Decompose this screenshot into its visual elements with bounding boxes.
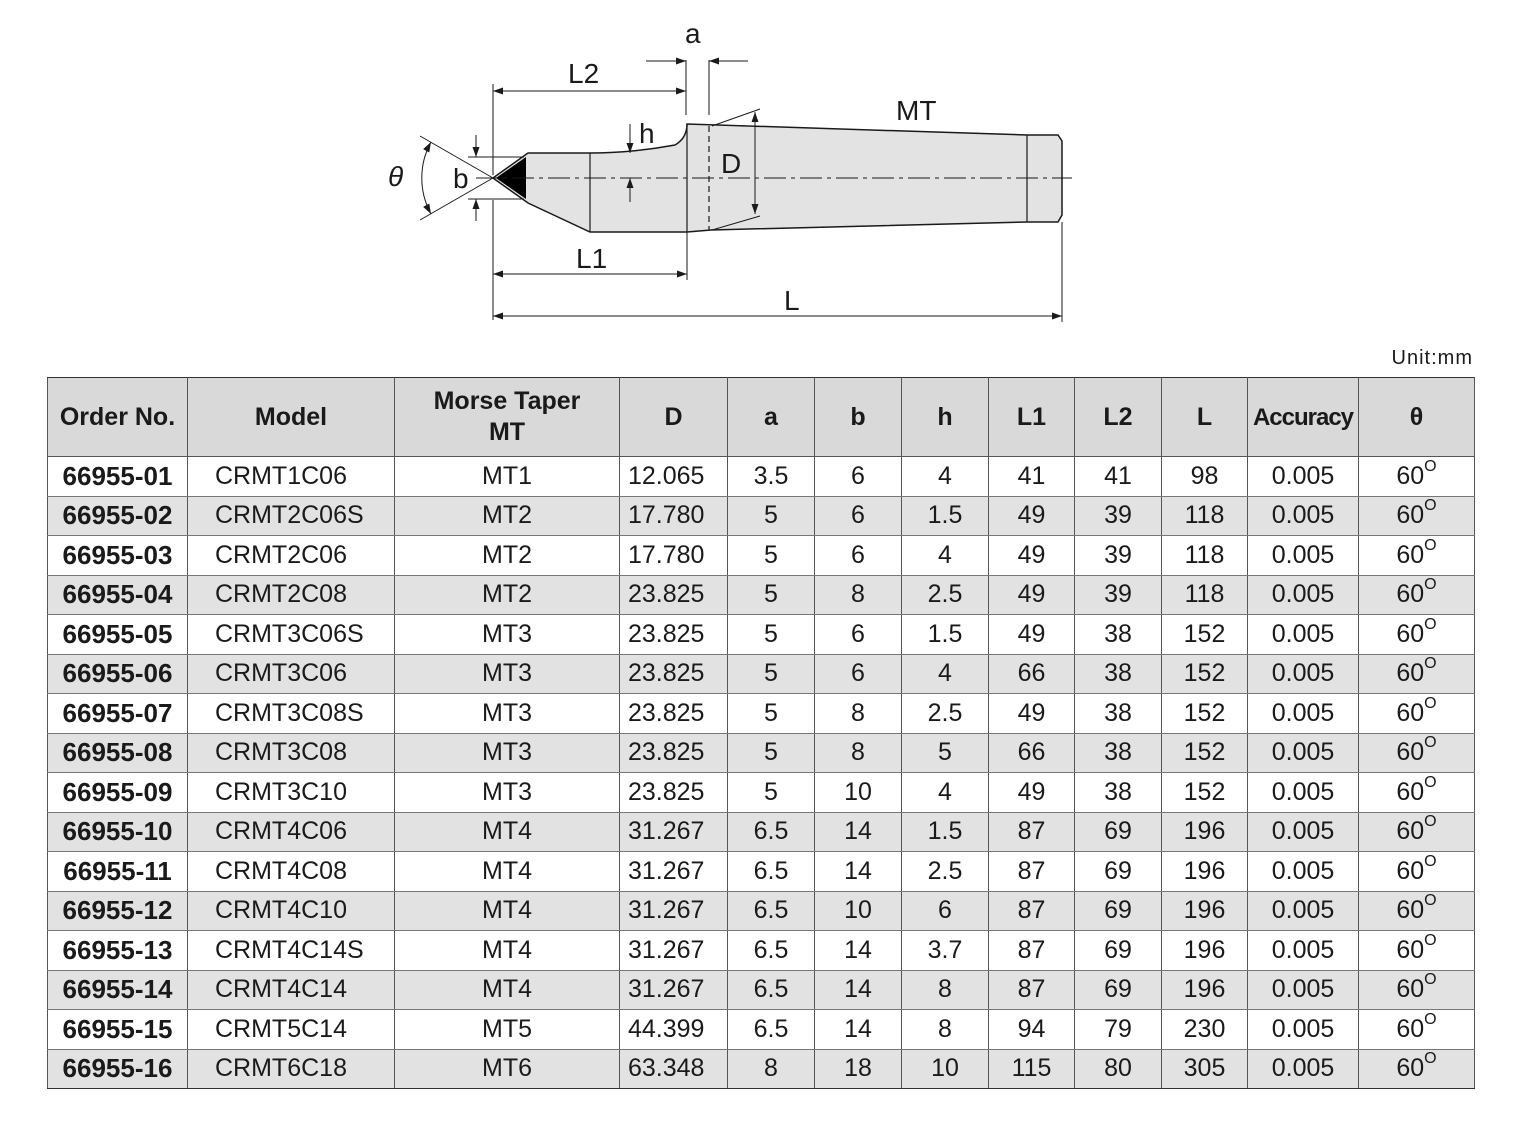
table-cell: 4: [902, 457, 989, 497]
table-cell: 118: [1162, 536, 1248, 576]
table-cell: CRMT3C10: [188, 773, 395, 813]
header-D: D: [620, 378, 728, 457]
table-cell: 23.825: [620, 615, 728, 655]
table-row: [48, 496, 1475, 536]
table-cell: 39: [1075, 536, 1162, 576]
table-cell: 196: [1162, 891, 1248, 931]
table-cell: CRMT6C18: [188, 1049, 395, 1089]
table-cell: 5: [728, 575, 815, 615]
label-D: D: [721, 148, 742, 179]
table-cell: 66955-15: [48, 1010, 188, 1050]
table-cell: 31.267: [620, 931, 728, 971]
table-cell: MT4: [395, 891, 620, 931]
table-row: [48, 891, 1475, 931]
table-cell: 0.005: [1248, 931, 1359, 971]
degree-symbol: O: [1424, 734, 1437, 752]
label-L1: L1: [576, 243, 608, 274]
table-cell: 49: [989, 615, 1075, 655]
table-cell: 31.267: [620, 812, 728, 852]
table-cell: 4: [902, 773, 989, 813]
header-L: L: [1162, 378, 1248, 457]
table-cell: CRMT4C14: [188, 970, 395, 1010]
table-cell: CRMT3C08S: [188, 694, 395, 734]
table-cell: MT4: [395, 970, 620, 1010]
header-h: h: [902, 378, 989, 457]
table-cell: 5: [728, 496, 815, 536]
table-cell: 14: [815, 852, 902, 892]
table-cell: $60^O$: [1359, 457, 1475, 497]
table-cell: 69: [1075, 931, 1162, 971]
table-cell: CRMT1C06: [188, 457, 395, 497]
table-cell: 66955-08: [48, 733, 188, 773]
label-MT: MT: [896, 95, 937, 126]
table-cell: MT2: [395, 496, 620, 536]
table-cell: 196: [1162, 812, 1248, 852]
technical-drawing: [0, 0, 1527, 345]
degree-symbol: O: [1424, 655, 1437, 673]
table-cell: 66955-12: [48, 891, 188, 931]
header-theta: θ: [1359, 378, 1475, 457]
table-cell: CRMT2C06: [188, 536, 395, 576]
table-cell: MT5: [395, 1010, 620, 1050]
table-cell: 5: [728, 654, 815, 694]
table-row: [48, 536, 1475, 576]
table-cell: 0.005: [1248, 536, 1359, 576]
table-row: [48, 575, 1475, 615]
table-cell: 69: [1075, 970, 1162, 1010]
table-cell: 6: [815, 496, 902, 536]
table-cell: CRMT3C06: [188, 654, 395, 694]
table-cell: 79: [1075, 1010, 1162, 1050]
table-cell: 6: [815, 457, 902, 497]
table-cell: 0.005: [1248, 852, 1359, 892]
table-cell: 44.399: [620, 1010, 728, 1050]
table-cell: 5: [728, 694, 815, 734]
table-cell: 14: [815, 1010, 902, 1050]
table-cell: 66955-07: [48, 694, 188, 734]
table-cell: 152: [1162, 773, 1248, 813]
table-cell: 38: [1075, 615, 1162, 655]
table-cell: MT3: [395, 733, 620, 773]
table-cell: 196: [1162, 931, 1248, 971]
header-model: Model: [188, 378, 395, 457]
table-cell: CRMT4C08: [188, 852, 395, 892]
table-cell: 0.005: [1248, 891, 1359, 931]
table-cell: 66955-13: [48, 931, 188, 971]
table-cell: $60^O$: [1359, 1049, 1475, 1089]
table-cell: 17.780: [620, 536, 728, 576]
table-cell: $60^O$: [1359, 536, 1475, 576]
table-cell: 0.005: [1248, 970, 1359, 1010]
table-cell: 38: [1075, 654, 1162, 694]
header-L2: L2: [1075, 378, 1162, 457]
table-cell: 49: [989, 773, 1075, 813]
label-L: L: [784, 285, 800, 316]
table-cell: 66955-04: [48, 575, 188, 615]
table-cell: 98: [1162, 457, 1248, 497]
table-cell: CRMT3C06S: [188, 615, 395, 655]
table-cell: $60^O$: [1359, 970, 1475, 1010]
table-cell: 0.005: [1248, 773, 1359, 813]
table-cell: 23.825: [620, 773, 728, 813]
header-order-no: Order No.: [48, 378, 188, 457]
table-cell: 49: [989, 496, 1075, 536]
table-cell: 6.5: [728, 970, 815, 1010]
table-cell: 66955-05: [48, 615, 188, 655]
table-cell: 39: [1075, 575, 1162, 615]
table-cell: 69: [1075, 852, 1162, 892]
label-theta: θ: [388, 161, 404, 192]
table-cell: 69: [1075, 812, 1162, 852]
table-cell: 2.5: [902, 694, 989, 734]
header-a: a: [728, 378, 815, 457]
table-cell: 4: [902, 654, 989, 694]
table-cell: MT3: [395, 694, 620, 734]
degree-symbol: O: [1424, 1010, 1437, 1028]
table-cell: 31.267: [620, 891, 728, 931]
table-cell: 196: [1162, 852, 1248, 892]
table-cell: 14: [815, 812, 902, 852]
table-cell: 87: [989, 931, 1075, 971]
table-cell: MT4: [395, 931, 620, 971]
table-cell: $60^O$: [1359, 852, 1475, 892]
table-row: [48, 1010, 1475, 1050]
table-row: [48, 970, 1475, 1010]
label-L2: L2: [568, 58, 600, 89]
table-cell: 5: [728, 615, 815, 655]
degree-symbol: O: [1424, 852, 1437, 870]
table-cell: 1.5: [902, 615, 989, 655]
table-cell: 38: [1075, 694, 1162, 734]
table-cell: 8: [815, 733, 902, 773]
table-cell: 0.005: [1248, 615, 1359, 655]
table-cell: 10: [815, 773, 902, 813]
table-cell: $60^O$: [1359, 654, 1475, 694]
table-row: [48, 852, 1475, 892]
degree-symbol: O: [1424, 773, 1437, 791]
table-cell: 8: [815, 694, 902, 734]
table-cell: 2.5: [902, 575, 989, 615]
header-b: b: [815, 378, 902, 457]
table-row: [48, 694, 1475, 734]
table-cell: 0.005: [1248, 733, 1359, 773]
table-row: [48, 457, 1475, 497]
table-cell: $60^O$: [1359, 931, 1475, 971]
label-a: a: [685, 18, 701, 49]
table-cell: MT6: [395, 1049, 620, 1089]
table-cell: 87: [989, 852, 1075, 892]
table-cell: 4: [902, 536, 989, 576]
degree-symbol: O: [1424, 971, 1437, 989]
table-cell: $60^O$: [1359, 615, 1475, 655]
table-cell: 152: [1162, 694, 1248, 734]
table-cell: MT2: [395, 536, 620, 576]
table-header-row: [48, 378, 1475, 457]
degree-symbol: O: [1424, 457, 1437, 475]
table-cell: 305: [1162, 1049, 1248, 1089]
table-cell: 6.5: [728, 931, 815, 971]
table-cell: 39: [1075, 496, 1162, 536]
table-cell: 0.005: [1248, 654, 1359, 694]
table-cell: 66955-10: [48, 812, 188, 852]
table-cell: $60^O$: [1359, 575, 1475, 615]
table-cell: 115: [989, 1049, 1075, 1089]
table-cell: $60^O$: [1359, 891, 1475, 931]
table-cell: 152: [1162, 654, 1248, 694]
table-cell: 66955-02: [48, 496, 188, 536]
specification-table: [47, 377, 1475, 1089]
degree-symbol: O: [1424, 931, 1437, 949]
table-cell: 152: [1162, 615, 1248, 655]
table-cell: 118: [1162, 496, 1248, 536]
table-cell: MT1: [395, 457, 620, 497]
table-cell: 6.5: [728, 1010, 815, 1050]
table-cell: 41: [989, 457, 1075, 497]
table-cell: 10: [815, 891, 902, 931]
table-cell: $60^O$: [1359, 1010, 1475, 1050]
table-cell: 18: [815, 1049, 902, 1089]
table-cell: MT4: [395, 812, 620, 852]
table-cell: 1.5: [902, 496, 989, 536]
table-cell: 2.5: [902, 852, 989, 892]
table-cell: 0.005: [1248, 457, 1359, 497]
table-cell: 87: [989, 812, 1075, 852]
table-cell: 49: [989, 694, 1075, 734]
table-cell: 5: [728, 773, 815, 813]
table-cell: 66: [989, 654, 1075, 694]
table-cell: 66955-09: [48, 773, 188, 813]
table-row: [48, 812, 1475, 852]
table-cell: 66955-01: [48, 457, 188, 497]
table-cell: 0.005: [1248, 1049, 1359, 1089]
table-cell: 66955-14: [48, 970, 188, 1010]
table-cell: 0.005: [1248, 812, 1359, 852]
table-row: [48, 773, 1475, 813]
table-cell: 5: [728, 536, 815, 576]
table-row: [48, 654, 1475, 694]
table-cell: $60^O$: [1359, 733, 1475, 773]
table-cell: 80: [1075, 1049, 1162, 1089]
table-cell: 12.065: [620, 457, 728, 497]
table-cell: 230: [1162, 1010, 1248, 1050]
table-cell: 87: [989, 970, 1075, 1010]
table-cell: 49: [989, 536, 1075, 576]
table-cell: 31.267: [620, 970, 728, 1010]
table-cell: 41: [1075, 457, 1162, 497]
table-cell: 23.825: [620, 694, 728, 734]
table-cell: CRMT4C14S: [188, 931, 395, 971]
table-cell: 6.5: [728, 852, 815, 892]
table-cell: 49: [989, 575, 1075, 615]
table-row: [48, 615, 1475, 655]
label-h: h: [639, 118, 655, 149]
table-cell: 87: [989, 891, 1075, 931]
table-cell: $60^O$: [1359, 773, 1475, 813]
table-cell: 5: [902, 733, 989, 773]
table-cell: 63.348: [620, 1049, 728, 1089]
table-cell: 6.5: [728, 812, 815, 852]
table-cell: 6: [815, 654, 902, 694]
table-cell: 66955-06: [48, 654, 188, 694]
table-cell: 152: [1162, 733, 1248, 773]
table-cell: CRMT2C06S: [188, 496, 395, 536]
table-row: [48, 733, 1475, 773]
table-cell: 8: [902, 970, 989, 1010]
table-cell: 0.005: [1248, 575, 1359, 615]
table-cell: $60^O$: [1359, 694, 1475, 734]
table-cell: 38: [1075, 733, 1162, 773]
degree-symbol: O: [1424, 497, 1437, 515]
table-cell: $60^O$: [1359, 812, 1475, 852]
header-morse-taper: Morse Taper MT: [395, 378, 620, 457]
table-cell: 8: [728, 1049, 815, 1089]
table-cell: CRMT3C08: [188, 733, 395, 773]
table-cell: 66955-03: [48, 536, 188, 576]
table-cell: 14: [815, 931, 902, 971]
table-cell: MT3: [395, 615, 620, 655]
degree-symbol: O: [1424, 536, 1437, 554]
table-cell: 66: [989, 733, 1075, 773]
table-cell: 23.825: [620, 575, 728, 615]
degree-symbol: O: [1424, 694, 1437, 712]
table-cell: 6: [815, 536, 902, 576]
table-cell: CRMT4C06: [188, 812, 395, 852]
table-cell: 17.780: [620, 496, 728, 536]
table-cell: 66955-11: [48, 852, 188, 892]
table-cell: 5: [728, 733, 815, 773]
table-body: [48, 457, 1475, 1089]
table-cell: 8: [902, 1010, 989, 1050]
table-cell: MT3: [395, 654, 620, 694]
table-cell: 6.5: [728, 891, 815, 931]
table-cell: 31.267: [620, 852, 728, 892]
degree-symbol: O: [1424, 615, 1437, 633]
table-cell: 0.005: [1248, 694, 1359, 734]
table-cell: 0.005: [1248, 1010, 1359, 1050]
table-cell: 23.825: [620, 654, 728, 694]
table-cell: MT2: [395, 575, 620, 615]
table-cell: 6: [902, 891, 989, 931]
table-cell: 10: [902, 1049, 989, 1089]
table-cell: 1.5: [902, 812, 989, 852]
table-row: [48, 1049, 1475, 1089]
table-cell: 3.7: [902, 931, 989, 971]
table-cell: 66955-16: [48, 1049, 188, 1089]
unit-label: Unit:mm: [1391, 347, 1473, 369]
table-cell: 38: [1075, 773, 1162, 813]
degree-symbol: O: [1424, 813, 1437, 831]
degree-symbol: O: [1424, 892, 1437, 910]
table-cell: 3.5: [728, 457, 815, 497]
degree-symbol: O: [1424, 1050, 1437, 1068]
table-cell: 196: [1162, 970, 1248, 1010]
table-cell: 23.825: [620, 733, 728, 773]
table-cell: MT4: [395, 852, 620, 892]
table-cell: 0.005: [1248, 496, 1359, 536]
table-cell: CRMT5C14: [188, 1010, 395, 1050]
table-cell: CRMT2C08: [188, 575, 395, 615]
table-cell: 69: [1075, 891, 1162, 931]
table-row: [48, 931, 1475, 971]
table-cell: 6: [815, 615, 902, 655]
table-cell: 94: [989, 1010, 1075, 1050]
table-cell: CRMT4C10: [188, 891, 395, 931]
table-cell: 8: [815, 575, 902, 615]
table-cell: 118: [1162, 575, 1248, 615]
table-cell: $60^O$: [1359, 496, 1475, 536]
table-cell: 14: [815, 970, 902, 1010]
header-accuracy: Accuracy: [1248, 378, 1359, 457]
table-cell: MT3: [395, 773, 620, 813]
label-b: b: [453, 163, 469, 194]
degree-symbol: O: [1424, 576, 1437, 594]
header-L1: L1: [989, 378, 1075, 457]
